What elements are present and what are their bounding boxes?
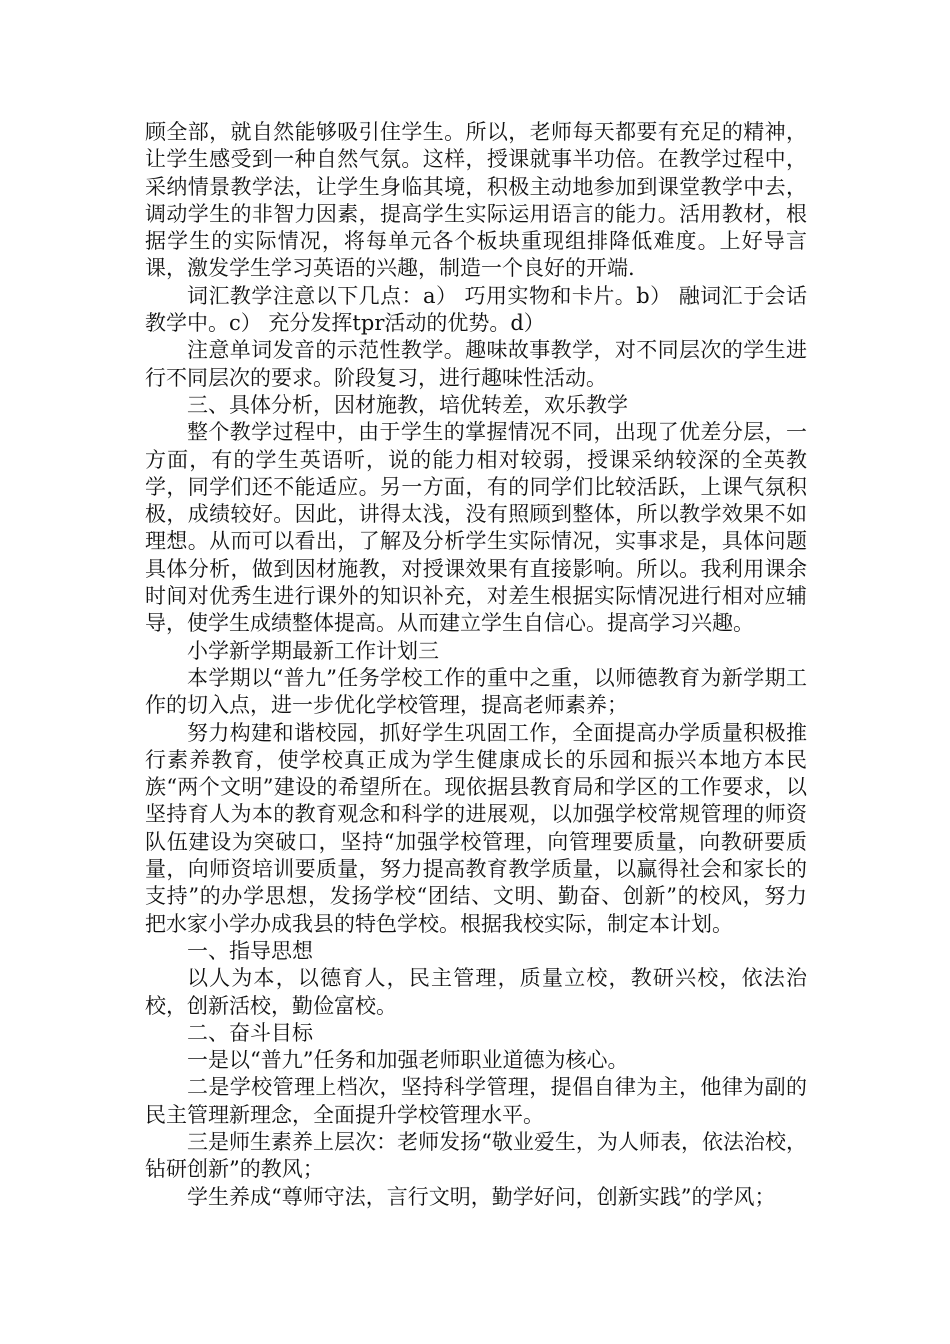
paragraph-5: 整个教学过程中，由于学生的掌握情况不同，出现了优差分层，一方面，有的学生英语听，说的能力相对较弱，授课采纳较深的全英教学，同学们还不能适应。另一方面，有的同学们比较活跃，上课气氛积极，成绩较好。因此，讲得太浅，没有照顾到整体，所以教学效果不如理想。从而可以看出，了解及分析学生实际情况，实事求是，具体问题具体分析，做到因材施教，对授课效果有直接影响。所以。我利用课余时间对优秀生进行课外的知识补充，对差生根据实际情况进行相对应辅导，使学生成绩整体提高。从而建立学生自信心。提高学习兴趣。 (145, 420, 807, 636)
paragraph-15: 学生养成“尊师守法，言行文明，勤学好问，创新实践”的学风； (187, 1184, 776, 1209)
paragraph-10: 以人为本，以德育人，民主管理，质量立校，教研兴校，依法治校，创新活校，勤俭富校。 (145, 966, 807, 1018)
section-heading-1: 一、指导思想 (187, 938, 313, 963)
section-heading-2: 二、奋斗目标 (187, 1020, 313, 1045)
document-body (145, 119, 807, 1211)
paragraph-7: 本学期以“普九”任务学校工作的重中之重，以师德教育为新学期工作的切入点，进一步优化学校管理，提高老师素养； (145, 665, 807, 718)
paragraph-3: 注意单词发音的示范性教学。趣味故事教学，对不同层次的学生进行不同层次的要求。阶段复习，进行趣味性活动。 (145, 338, 807, 390)
paragraph-14: 三是师生素养上层次：老师发扬“敬业爱生，为人师表，依法治校，钻研创新”的教风； (145, 1129, 807, 1182)
paragraph-13: 二是学校管理上档次，坚持科学管理，提倡自律为主，他律为副的民主管理新理念，全面提升学校管理水平。 (145, 1075, 807, 1127)
paragraph-12: 一是以“普九”任务和加强老师职业道德为核心。 (187, 1048, 629, 1073)
paragraph-8: 努力构建和谐校园，抓好学生巩固工作，全面提高办学质量积极推行素养教育，使学校真正成为学生健康成长的乐园和振兴本地方本民族“两个文明”建设的希望所在。现依据县教育局和学区的工作要求，以坚持育人为本的教育观念和科学的进展观，以加强学校常规管理的师资队伍建设为突破口，坚持“加强学校管理，向管理要质量，向教研要质量，向师资培训要质量，努力提高教育教学质量，以赢得社会和家长的支持”的办学思想，发扬学校“团结、文明、勤奋、创新”的校风，努力把水家小学办成我县的特色学校。根据我校实际，制定本计划。 (145, 720, 807, 936)
paragraph-2: 词汇教学注意以下几点：a） 巧用实物和卡片。b） 融词汇于会话教学中。c） 充分发挥tpr活动的优势。d） (145, 283, 807, 336)
plan-title: 小学新学期最新工作计划三 (187, 638, 439, 663)
paragraph-1: 顾全部，就自然能够吸引住学生。所以，老师每天都要有充足的精神，让学生感受到一种自然气氛。这样，授课就事半功倍。在教学过程中，采纳情景教学法，让学生身临其境，积极主动地参加到课堂教学中去，调动学生的非智力因素，提高学生实际运用语言的能力。活用教材，根据学生的实际情况，将每单元各个板块重现组排降低难度。上好导言课，激发学生学习英语的兴趣，制造一个良好的开端. (145, 120, 807, 281)
section-heading-3: 三、具体分析，因材施教，培优转差，欢乐教学 (187, 392, 628, 417)
